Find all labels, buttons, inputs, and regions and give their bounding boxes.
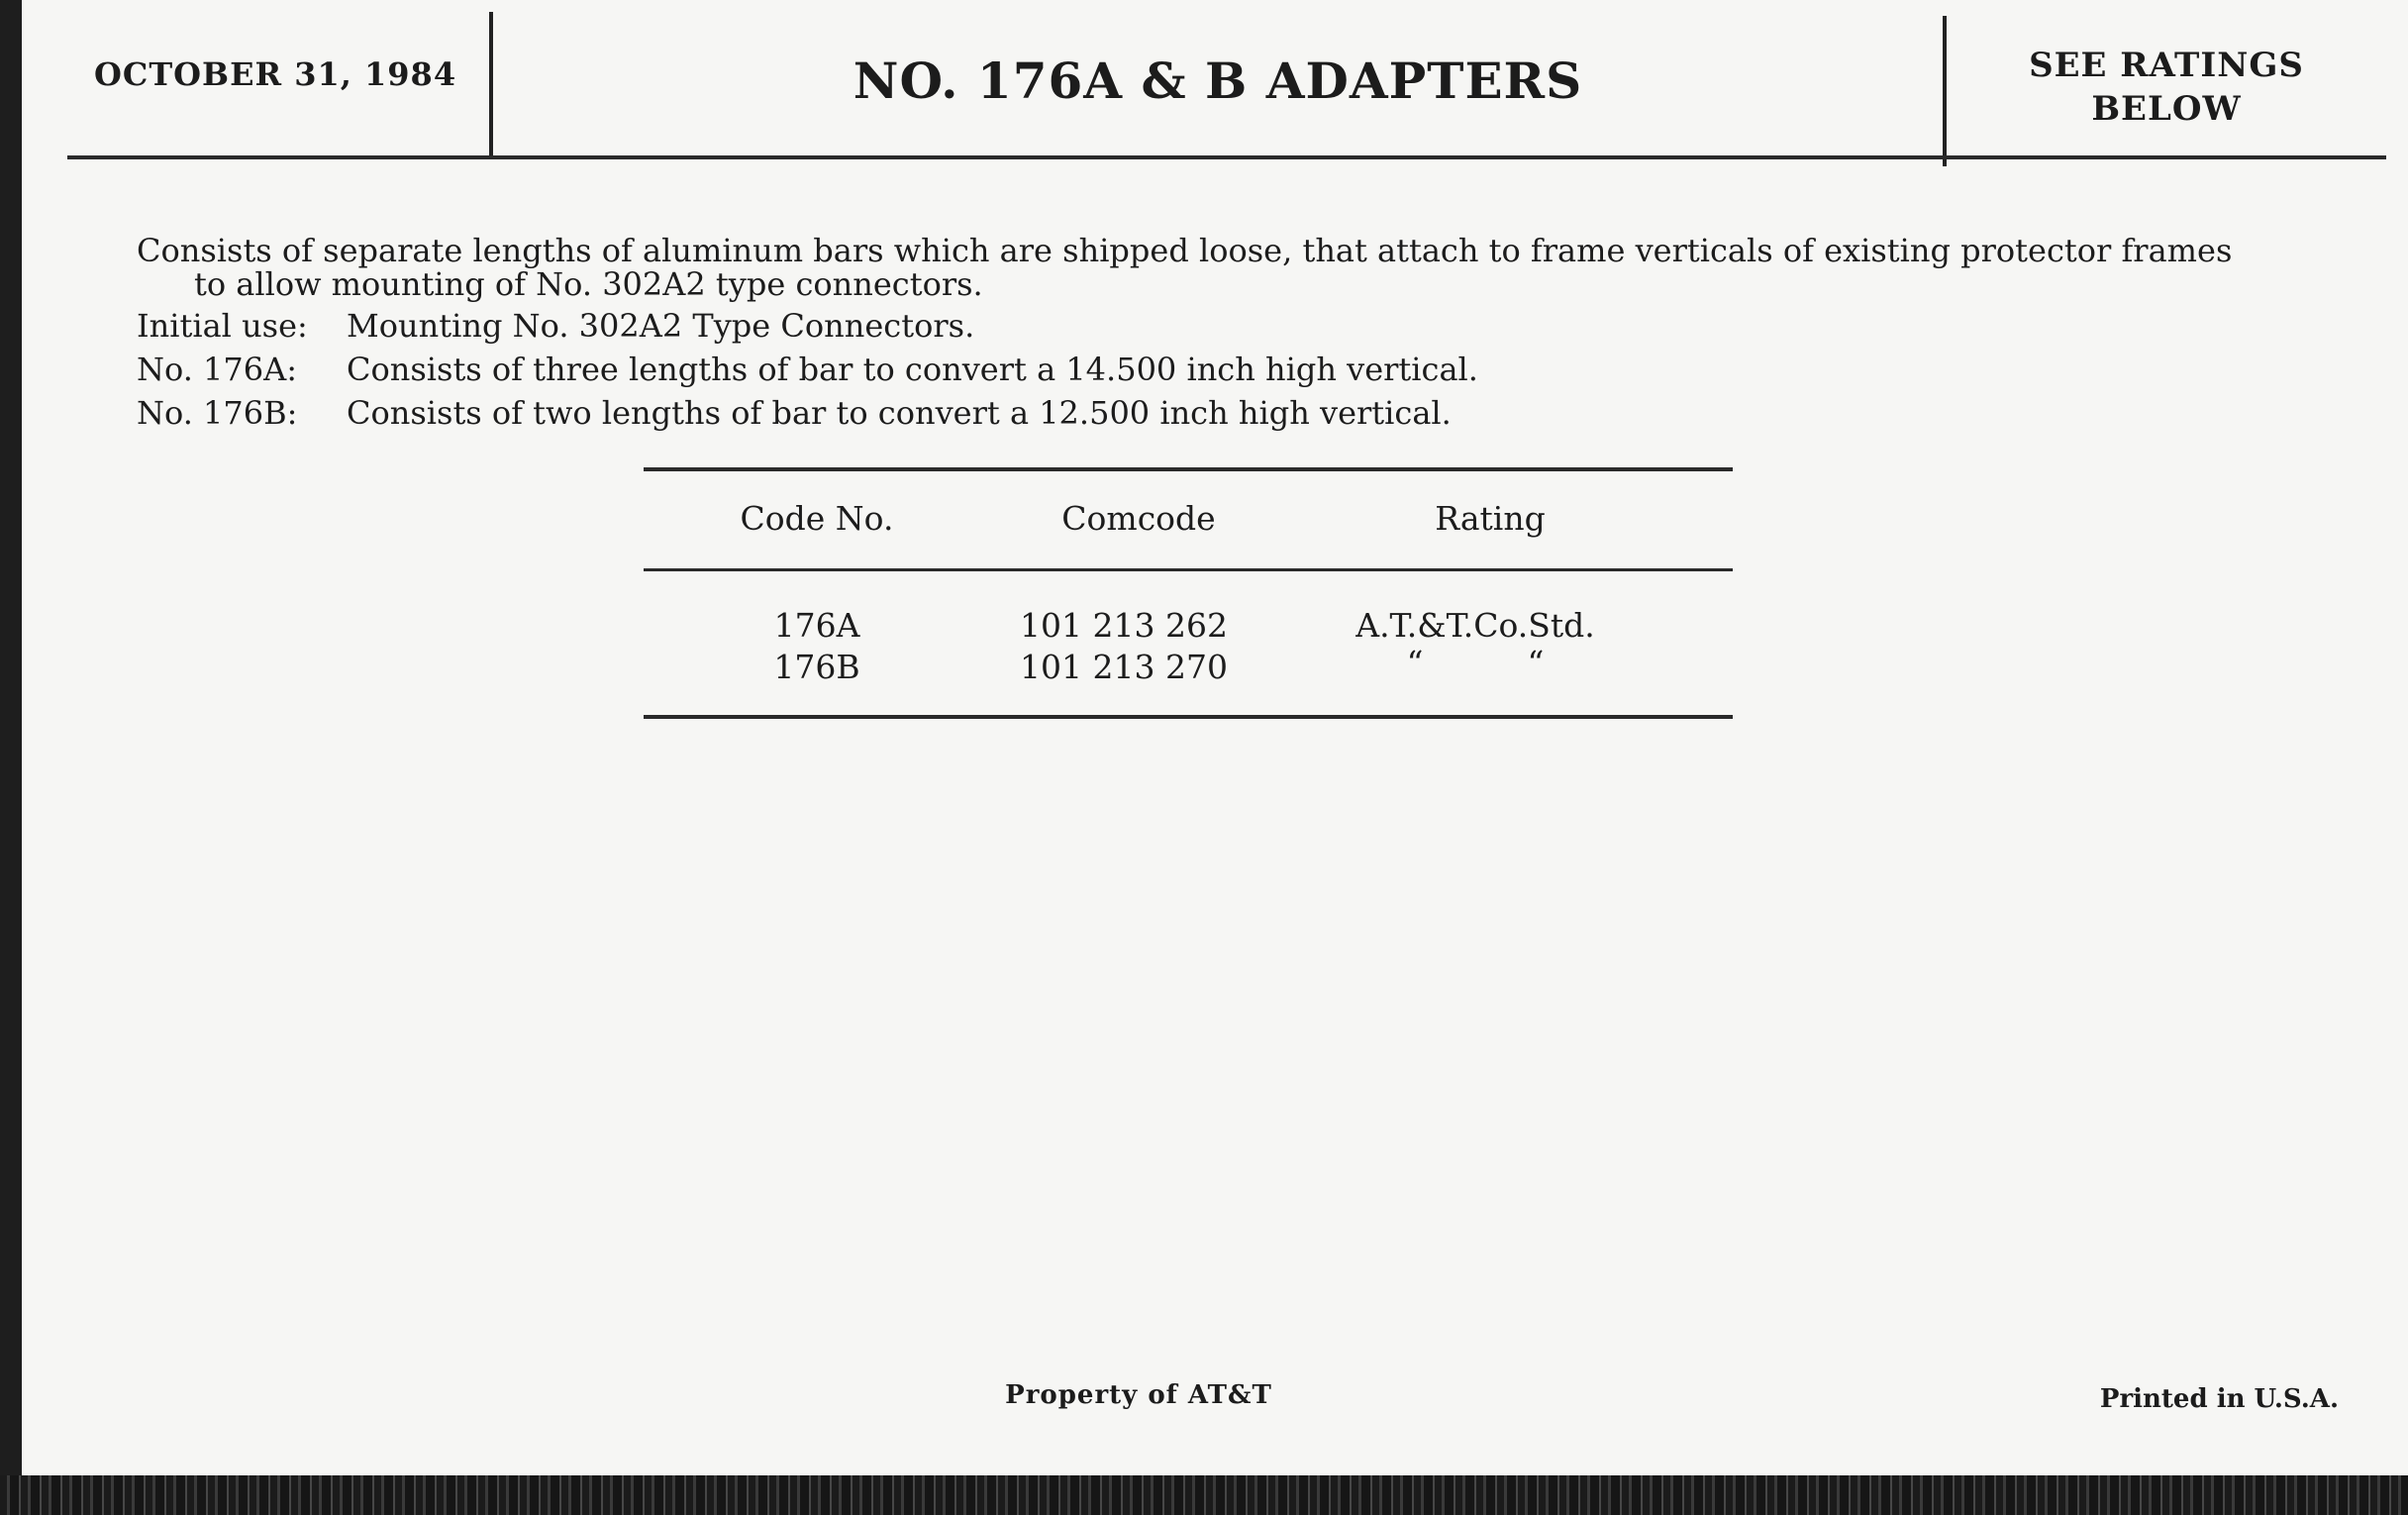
detail-text: Consists of two lengths of bar to convert a 12.500 inch high vertical. xyxy=(347,394,1452,432)
rating-note xyxy=(1947,44,2386,131)
table-header-comcode: Comcode xyxy=(1061,499,1216,538)
footer-printed: Printed in U.S.A. xyxy=(2099,1384,2339,1414)
detail-label: No. 176B: xyxy=(137,394,298,432)
document-date: OCTOBER 31, 1984 xyxy=(94,55,457,93)
description-paragraph xyxy=(137,234,2347,301)
footer-property: Property of AT&T xyxy=(1005,1380,1272,1410)
detail-label: Initial use: xyxy=(137,307,308,345)
table-header-code: Code No. xyxy=(740,499,894,538)
detail-text: Mounting No. 302A2 Type Connectors. xyxy=(347,307,975,345)
header-rule xyxy=(67,155,2386,159)
table-cell-code: 176A xyxy=(773,606,860,645)
table-cell-comcode: 101 213 262 xyxy=(1020,606,1228,645)
description-line1: Consists of separate lengths of aluminum bars which are shipped loose, that attach to frame verticals of existing protector frames xyxy=(137,232,2233,269)
table-header-rule xyxy=(644,568,1733,571)
scan-bottom-edge xyxy=(0,1475,2408,1515)
table-header-rating: Rating xyxy=(1435,499,1546,538)
detail-row xyxy=(137,307,974,345)
table-cell-rating: A.T.&T.Co.Std. xyxy=(1355,606,1595,645)
rating-note-line2: BELOW xyxy=(2091,89,2242,129)
table-cell-rating: “ “ xyxy=(1406,644,1545,682)
rating-note-line1: SEE RATINGS xyxy=(2029,46,2304,85)
detail-row xyxy=(137,394,1452,432)
table-top-rule xyxy=(644,467,1733,471)
table-cell-comcode: 101 213 270 xyxy=(1020,648,1228,686)
document-card xyxy=(22,0,2408,1475)
description-line2: to allow mounting of No. 302A2 type connectors. xyxy=(194,265,983,303)
table-cell-code: 176B xyxy=(773,648,860,686)
detail-text: Consists of three lengths of bar to convert a 14.500 inch high vertical. xyxy=(347,351,1478,388)
document-title: NO. 176A & B ADAPTERS xyxy=(853,51,1583,110)
scan-left-edge xyxy=(0,0,22,1475)
detail-row xyxy=(137,351,1478,388)
detail-label: No. 176A: xyxy=(137,351,298,388)
table-bottom-rule xyxy=(644,715,1733,719)
